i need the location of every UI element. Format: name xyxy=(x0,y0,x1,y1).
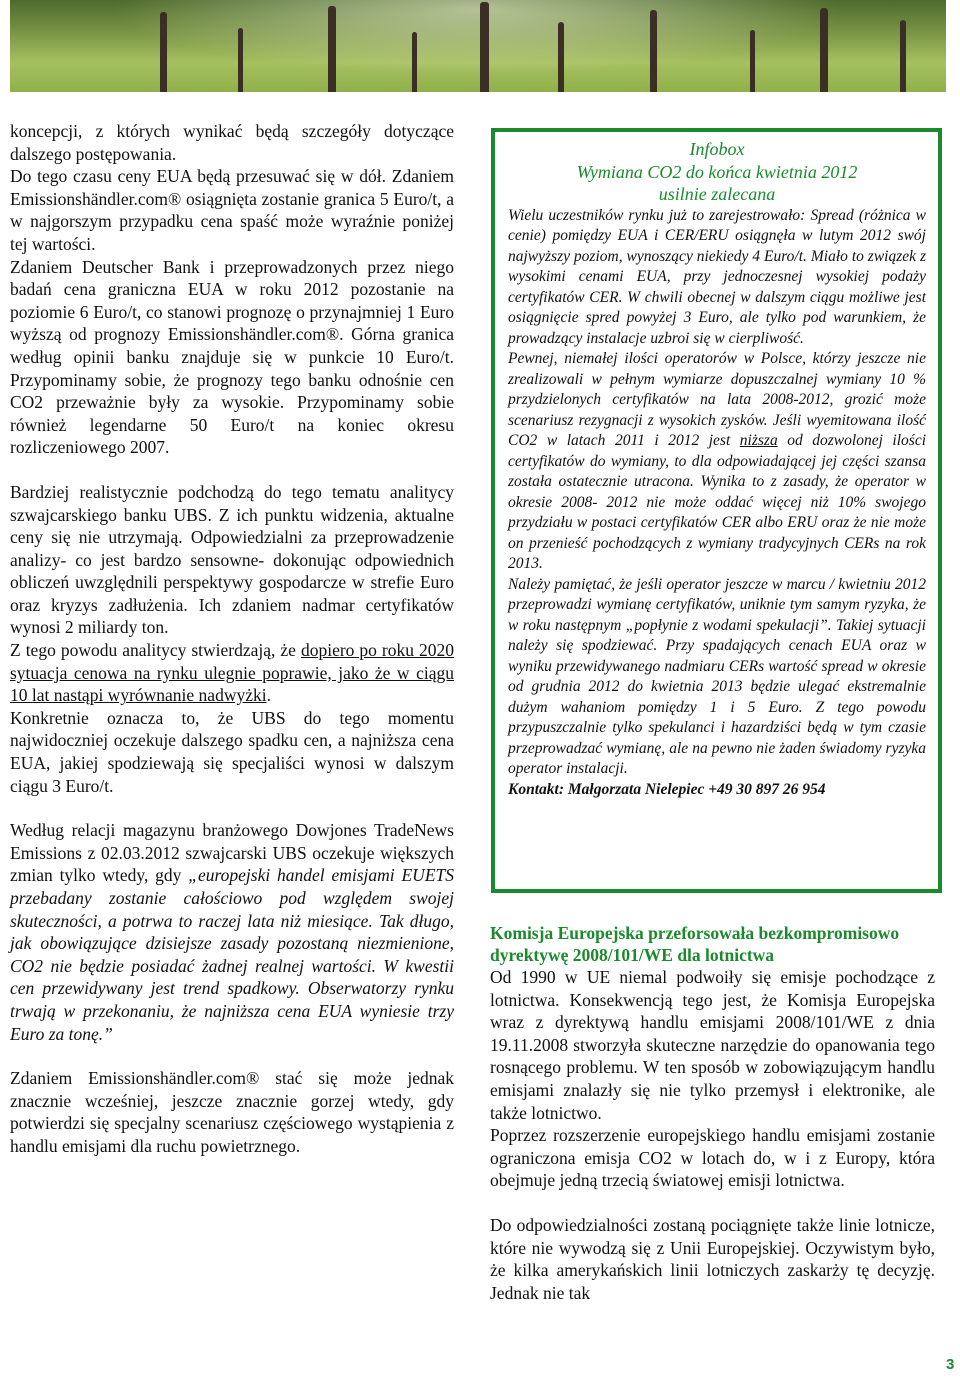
quote-text: „europejski handel emisjami EUETS przebadany zostanie całościowo pod względem swojej skuteczności, a potrwa to raczej lata niż miesiące. Tak długo, jak obowiązujące dzisiejsze zasady pozostaną niezmienione, CO2 nie będzie posiadać żadnej realnej wartości. W kwestii cen przewidywany jest trend spadkowy. Obserwatorzy rynku trwają w przekonaniu, że najniższa cena EUA wyniesie trzy Euro za tonę.” xyxy=(10,865,454,1044)
paragraph: Konkretnie oznacza to, że UBS do tego momentu najwidoczniej oczekuje dalszego spadku cen, a najniższa cena EUA, jakiej spodziewają się specjaliści wynosi w dalszym ciągu 3 Euro/t. xyxy=(10,707,454,796)
paragraph: koncepcji, z których wynikać będą szczegóły dotyczące dalszego postępowania. xyxy=(10,121,454,164)
infobox-subtitle: Wymiana CO2 do końca kwietnia 2012 xyxy=(576,161,858,182)
infobox xyxy=(491,128,942,893)
paragraph: Do tego czasu ceny EUA będą przesuwać się w dół. Zdaniem Emissionshändler.com® osiągnięta zostanie granica 5 Euro/t, a w najgorszym przypadku cena spaść może wyraźnie poniżej tej wartości. xyxy=(10,166,454,254)
left-column xyxy=(10,120,454,1158)
article-aviation xyxy=(490,922,935,1304)
paragraph: Do odpowiedzialności zostaną pociągnięte także linie lotnicze, które nie wywodzą się z Unii Europejskiej. Oczywistym było, że kilka amerykańskich linii lotniczych zaskarży tę decyzję. Jednak nie tak xyxy=(490,1214,935,1303)
forest-banner-image xyxy=(10,0,946,92)
infobox-paragraph: Wielu uczestników rynku już to zarejestrowało: Spread (różnica w cenie) pomiędzy EUA i CER/ERU osiągnęła w lutym 2012 swój najwyższy poziom, wynoszący niekiedy 4 Euro/t. Miało to związek z wysokimi cenami EUA, przy jednoczesnej wysokiej podaży certyfikatów CER. W chwili obecnej w dalszym ciągu możliwe jest osiągnięcie spred powyżej 3 Euro, ale tylko pod warunkiem, że prowadzący instalacje uzbroi się w cierpliwość. xyxy=(508,206,926,347)
infobox-subtitle: usilnie zalecana xyxy=(658,184,776,204)
paragraph: Według relacji magazynu branżowego Dowjones TradeNews Emissions z 02.03.2012 szwajcarski UBS oczekuje większych zmian tylko wtedy, gdy „europejski handel emisjami EUETS przebadany zostanie całościowo pod względem swojej skuteczności, a potrwa to raczej lata niż miesiące. Tak długo, jak obowiązujące dzisiejsze zasady pozostaną niezmienione, CO2 nie będzie posiadać żadnej realnej wartości. W kwestii cen przewidywany jest trend spadkowy. Obserwatorzy rynku trwają w przekonaniu, że najniższa cena EUA wyniesie trzy Euro za tonę.” xyxy=(10,820,454,1044)
underlined-text: dopiero po roku 2020 sytuacja cenowa na rynku ulegnie poprawie, jako że w ciągu 10 lat nastąpi wyrównanie nadwyżki xyxy=(10,640,454,706)
article-heading: Komisja Europejska przeforsowała bezkompromisowo dyrektywę 2008/101/WE dla lotnictwa xyxy=(490,923,900,965)
infobox-paragraph: Należy pamiętać, że jeśli operator jeszcze w marcu / kwietniu 2012 przeprowadzi wymianę certyfikatów, uniknie tym samym ryzyka, że w roku następnym „popłynie z wodami spekulacji”. Takiej sytuacji należy się spodziewać. Przy spadających cenach EUA oraz w wyniku przewidywanego nadmiaru CERs wartość spread w okresie od grudnia 2012 do kwietnia 2013 będzie ulegać ekstremalnie dużym wahaniom pomiędzy 1 i 5 Euro. Z tego powodu przypuszczalnie tylko spekulanci i hazardziści będą w tym czasie przeprowadzać wymianę, ale na pewno nie żaden świadomy ryzyka operator instalacji. xyxy=(508,575,926,777)
paragraph: Bardziej realistycznie podchodzą do tego tematu analitycy szwajcarskiego banku UBS. Z ich punktu widzenia, aktualne ceny się nie utrzymają. Odpowiedzialni za przeprowadzenie analizy- co jest bardzo sensowne- dokonując odpowiednich obliczeń uwzględnili perspektywy gospodarcze w strefie Euro oraz kryzys zadłużenia. Ich zdaniem nadmar certyfikatów wynosi 2 miliardy ton. xyxy=(10,481,454,638)
infobox-contact: Kontakt: Małgorzata Nielepiec +49 30 897 26 954 xyxy=(508,780,826,798)
paragraph: Zdaniem Emissionshändler.com® stać się może jednak znacznie wcześniej, jeszcze znacznie gorzej wtedy, gdy potwierdzi się specjalny scenariusz częściowego wystąpienia z handlu emisjami dla ruchu powietrznego. xyxy=(10,1068,454,1156)
infobox-title: Infobox xyxy=(689,139,745,159)
page-number: 3 xyxy=(946,1356,955,1373)
paragraph: Od 1990 w UE niemal podwoiły się emisje pochodzące z lotnictwa. Konsekwencją tego jest, że Komisja Europejska wraz z dyrektywą handlu emisjami 2008/101/WE z dnia 19.11.2008 stworzyła skuteczne narzędzie do opanowania tego rosnącego problemu. W ten sposób w zobowiązującym handlu emisjami znalazły się nie tylko przemysł i elektronike, ale także lotnictwo. xyxy=(490,967,935,1123)
underlined-text: niższa xyxy=(739,432,778,449)
paragraph: Zdaniem Deutscher Bank i przeprowadzonych przez niego badań cena graniczna EUA w roku 2012 pozostanie na poziomie 6 Euro/t, co stanowi prognozę o przynajmniej 1 Euro wyższą od prognozy Emissionshändler.com®. Górna granica według opinii banku znajduje się w punkcie 10 Euro/t. Przypominamy sobie, że prognozy tego banku odnośnie cen CO2 przeważnie były za wysokie. Przypominamy sobie również legendarne 50 Euro/t na koniec okresu rozliczeniowego 2007. xyxy=(10,256,454,458)
paragraph: Poprzez rozszerzenie europejskiego handlu emisjami zostanie ograniczona emisja CO2 w lotach do, w i z Europy, która obejmuje jedną trzecią światowej emisji lotnictwa. xyxy=(490,1125,935,1191)
infobox-paragraph: Pewnej, niemałej ilości operatorów w Polsce, którzy jeszcze nie zrealizowali w pełnym wymiarze dopuszczalnej wymiany 10 % przydzielonych certyfikatów na lata 2008-2012, grozić może scenariusz rezygnacji z wysokich zysków. Jeśli wyemitowana ilość CO2 w latach 2011 i 2012 jest niższa od dozwolonej ilości certyfikatów do wymiany, to dla odpowiadającej jej części szansa została ostatecznie utracona. Wynika to z zasady, że operator w okresie 2008- 2012 nie może oddać więcej niż 10% swojego przydziału w postaci certyfikatów CER albo ERU oraz że nie może on przenieść pochodzących z wymiany tradycyjnych CERs na rok 2013. xyxy=(508,350,926,572)
paragraph: Z tego powodu analitycy stwierdzają, że dopiero po roku 2020 sytuacja cenowa na rynku ulegnie poprawie, jako że w ciągu 10 lat nastąpi wyrównanie nadwyżki. xyxy=(10,640,454,706)
